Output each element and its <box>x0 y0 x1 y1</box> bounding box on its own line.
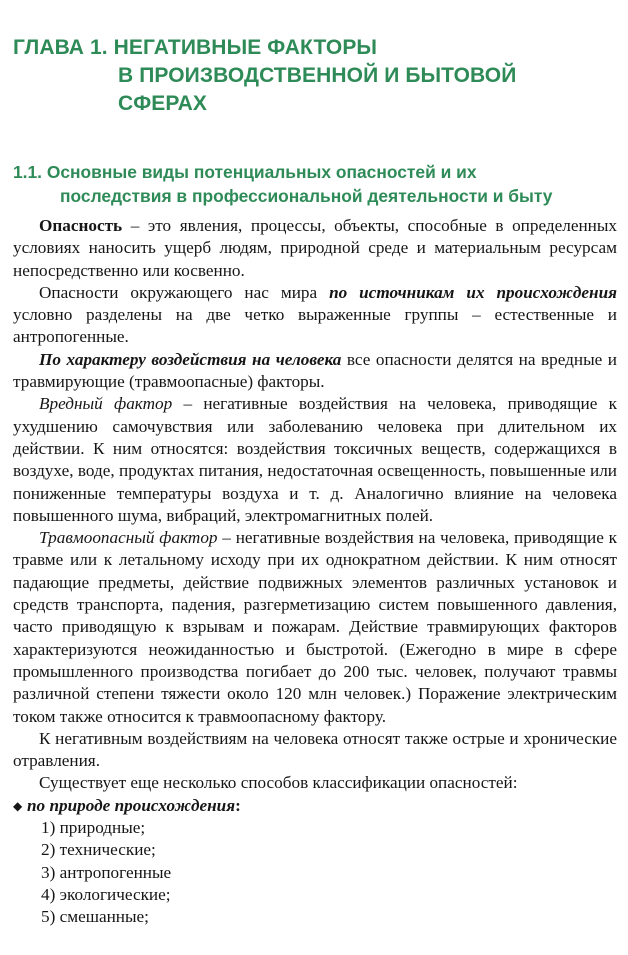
paragraph-sources <box>13 282 617 349</box>
paragraph-definition <box>13 215 617 282</box>
list-item: 1) природные; <box>41 818 146 838</box>
chapter-title-line-1: ГЛАВА 1. НЕГАТИВНЫЕ ФАКТОРЫ <box>13 36 378 59</box>
paragraph-text: – негативные воздействия на человека, приводящие к ухудшению самочувствия или заболеванию человека при длительном их действии. К ним относятся: воздействия токсичных веществ, содержащихся в воздухе, воде, продуктах питания, недостаточная освещенность, повышенные или пониженные температуры воздуха и т. д. Аналогично влияние на человека повышенного шума, вибраций, электромагнитных полей. <box>13 394 617 525</box>
section-title-line-2: последствия в профессиональной деятельности и быту <box>60 186 553 206</box>
paragraph-traumatic-factor <box>13 527 617 728</box>
paragraph-classification: Существует еще несколько способов классификации опасностей: <box>39 773 518 793</box>
section-title <box>13 160 618 208</box>
chapter-title <box>13 34 613 118</box>
paragraph-text: – это явления, процессы, объекты, способные в определенных условиях наносить ущерб людям, природной среде и материальным ресурсам непосредственно или косвенно. <box>13 216 617 280</box>
paragraph-text: все опасности делятся на вредные и травмирующие (травмоопасные) факторы. <box>13 349 617 392</box>
bullet-colon: : <box>235 795 241 815</box>
list-item: 2) технические; <box>41 840 156 860</box>
classification-bullet <box>13 795 617 817</box>
paragraph-text: условно разделены на две четко выраженные группы – естественные и антропогенные. <box>13 305 617 347</box>
list-item: 4) экологические; <box>41 884 171 904</box>
paragraph-poisoning: К негативным воздействиям на человека относят также острые и хронические отравления. <box>13 728 617 771</box>
paragraph-impact <box>13 349 617 394</box>
paragraph-harmful-factor <box>13 393 617 527</box>
chapter-title-line-2: В ПРОИЗВОДСТВЕННОЙ И БЫТОВОЙ <box>118 64 517 87</box>
bullet-label: по природе происхождения <box>27 795 236 815</box>
bullet-icon: ◆ <box>13 798 23 813</box>
term-harmful-factor: Вредный фактор <box>39 394 173 414</box>
term-traumatic-factor: Травмоопасный фактор <box>39 528 218 548</box>
term-danger: Опасность <box>39 216 123 235</box>
chapter-title-line-3: СФЕРАХ <box>118 92 208 115</box>
section-title-line-1: 1.1. Основные виды потенциальных опасностей и их <box>13 162 477 182</box>
emphasis-text: По характеру воздействия на человека <box>39 349 342 369</box>
paragraph-text: Опасности окружающего нас мира <box>39 282 330 302</box>
list-item: 5) смешанные; <box>41 907 149 927</box>
list-item: 3) антропогенные <box>41 862 172 882</box>
body-text <box>13 215 617 929</box>
emphasis-text: по источникам их происхождения <box>329 282 617 302</box>
paragraph-text: – негативные воздействия на человека, приводящие к травме или к летальному исходу при их однократном действии. К ним относят падающие предметы, действие подвижных элементов различных установок и средств транспорта, падения, разгерметизацию систем повышенного давления, часто приводящую к взрывам и пожарам. Действие травмирующих факторов характеризуются неожиданностью и быстротой. (Ежегодно в мире в сфере промышленного производства погибает до 200 тыс. человек, получают травмы различной степени тяжести около 120 млн человек.) Поражение электрическим током также относится к травмоопасному фактору. <box>13 528 617 726</box>
